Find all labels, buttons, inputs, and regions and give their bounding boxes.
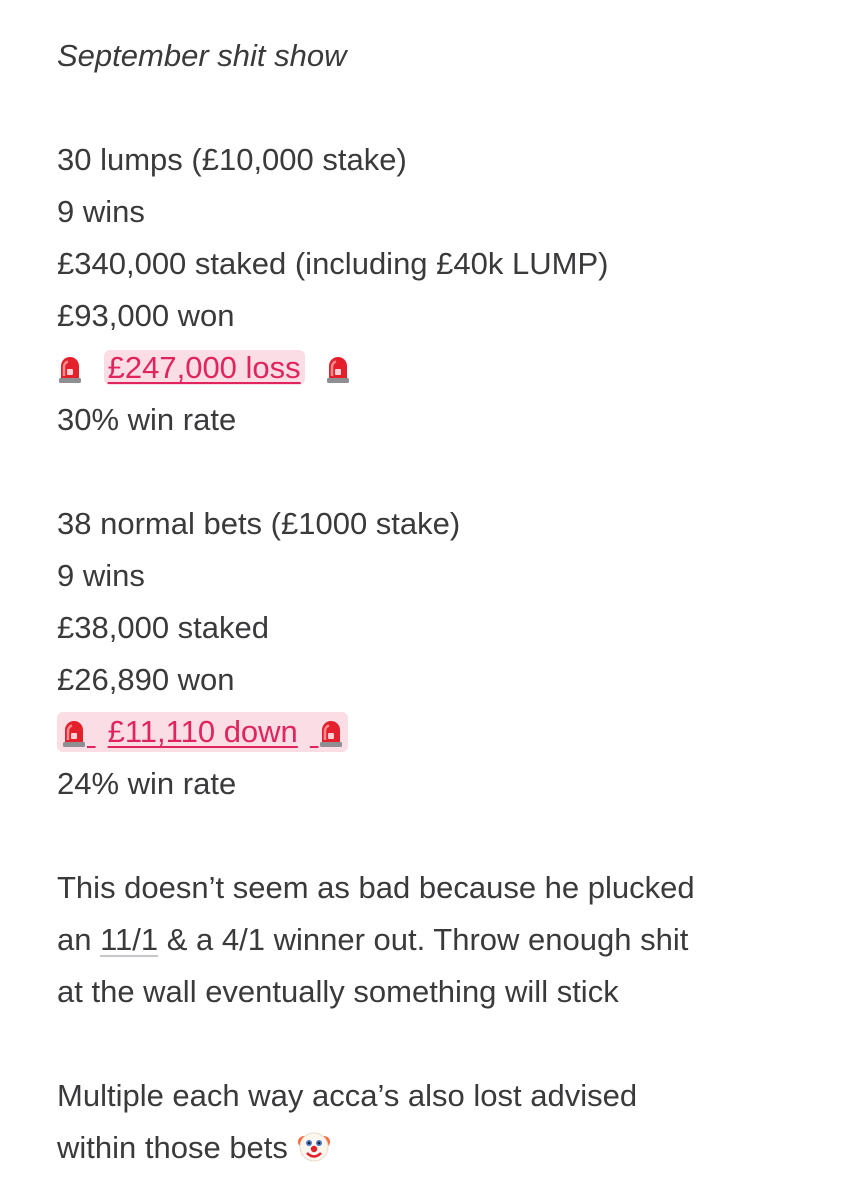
normal-staked: £38,000 staked (57, 610, 270, 645)
paragraph1-line2 (57, 914, 837, 966)
police-car-light-icon (61, 718, 87, 748)
paragraph1-line2-post: & a 4/1 winner out. Throw enough shit (158, 922, 689, 957)
note-title: September shit show (57, 38, 347, 73)
normal-result-line (57, 706, 837, 758)
police-car-light-icon (318, 718, 344, 748)
lumps-heading: 30 lumps (£10,000 stake) (57, 142, 407, 177)
normal-won: £26,890 won (57, 662, 235, 697)
paragraph1-line2-pre: an (57, 922, 101, 957)
lumps-staked: £340,000 staked (including £40k LUMP) (57, 246, 609, 281)
paragraph2-line1: Multiple each way acca’s also lost advised (57, 1078, 638, 1113)
blank-line (57, 1018, 837, 1070)
paragraph1-line3: at the wall eventually something will stick (57, 974, 619, 1009)
blank-line (57, 446, 837, 498)
police-car-light-icon (325, 354, 351, 384)
paragraph2-line2 (57, 1122, 837, 1174)
lumps-loss-highlight[interactable]: £247,000 loss (104, 350, 305, 385)
blank-line (57, 810, 837, 862)
lumps-result-line (57, 342, 837, 394)
normal-down-text: £11,110 down (107, 714, 298, 749)
normal-heading: 38 normal bets (£1000 stake) (57, 506, 461, 541)
normal-wins: 9 wins (57, 558, 145, 593)
blank-line (57, 82, 837, 134)
paragraph1-line1: This doesn’t seem as bad because he plucked (57, 870, 695, 905)
lumps-wins: 9 wins (57, 194, 145, 229)
clown-face-icon (297, 1128, 331, 1162)
lumps-win-rate: 30% win rate (57, 402, 237, 437)
paragraph2-line2-text: within those bets (57, 1130, 288, 1165)
normal-down-highlight[interactable] (57, 712, 348, 752)
odds-link[interactable]: 11/1 (100, 922, 159, 957)
normal-win-rate: 24% win rate (57, 766, 237, 801)
note-body (57, 30, 837, 1174)
lumps-won: £93,000 won (57, 298, 235, 333)
police-car-light-icon (57, 354, 83, 384)
